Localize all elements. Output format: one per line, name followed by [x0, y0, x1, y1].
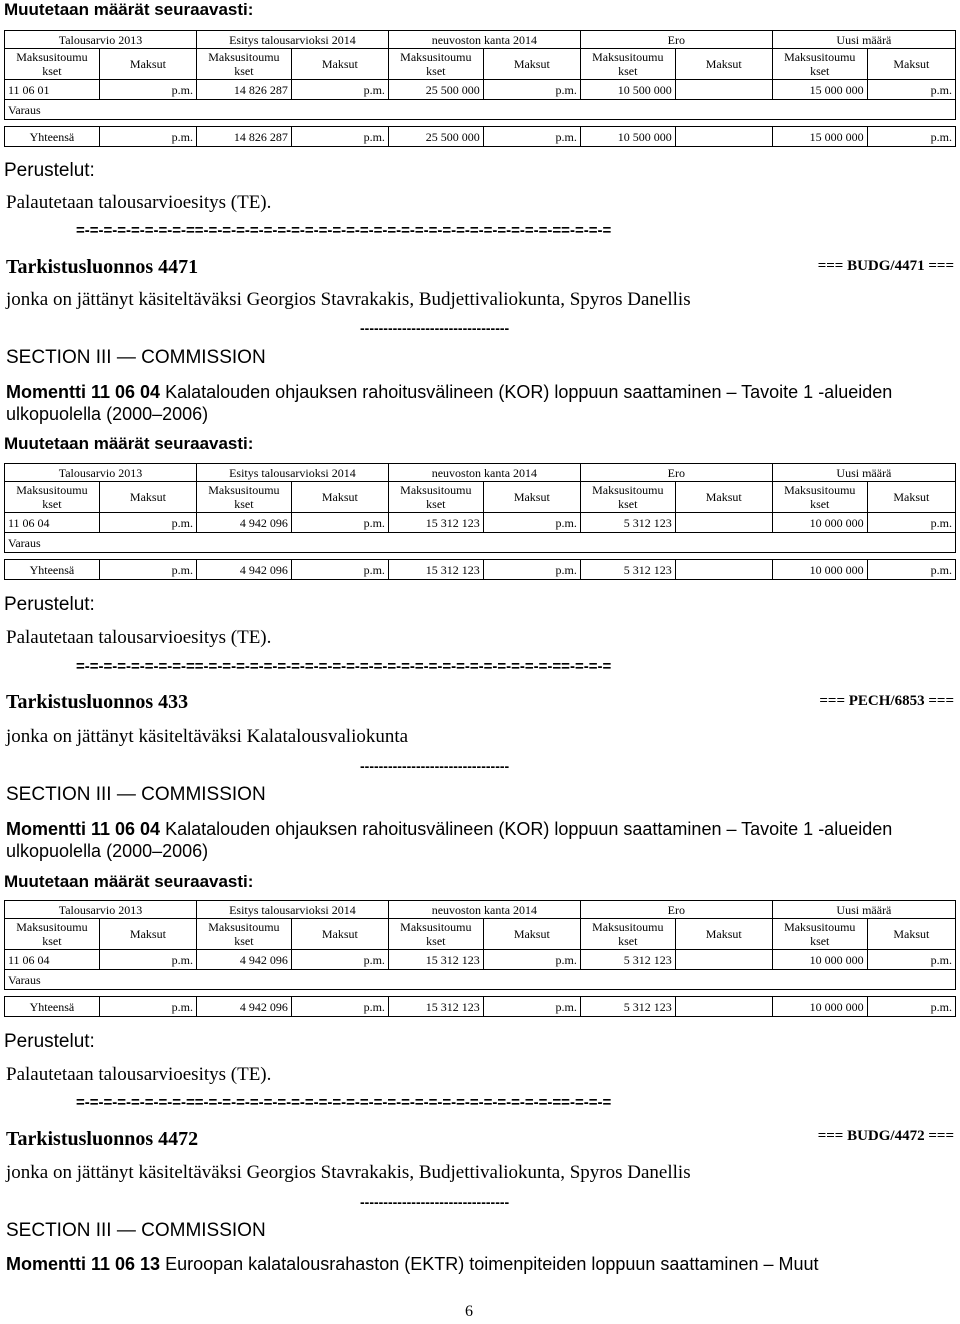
- group-header: neuvoston kanta 2014: [388, 901, 580, 919]
- group-header: Talousarvio 2013: [5, 464, 197, 482]
- cell-value: [675, 80, 772, 100]
- reserve-row: [5, 533, 956, 553]
- budget-table: [4, 30, 956, 147]
- cell-value: p.m.: [99, 80, 196, 100]
- cell-value: 15 312 123: [388, 513, 483, 533]
- reserve-row: [5, 970, 956, 990]
- commitments-header: Maksusitoumu kset: [5, 482, 100, 513]
- total-value: 10 500 000: [580, 127, 675, 147]
- group-header: Talousarvio 2013: [5, 31, 197, 49]
- total-value: 25 500 000: [388, 127, 483, 147]
- total-value: 10 000 000: [772, 997, 867, 1017]
- separator: =-=-=-=-=-=-=-=-==-=-=-=-=-=-=-=-=-=-=-=-=-=-=-=-=-=-=-=-=-=-=-=-=-=-==-=-=-=: [76, 1094, 612, 1111]
- total-value: [675, 127, 772, 147]
- payments-header: Maksut: [867, 482, 955, 513]
- item-text: Euroopan kalatalousrahaston (EKTR) toimenpiteiden loppuun saattaminen – Muut: [165, 1254, 819, 1274]
- section-heading: SECTION III — COMMISSION: [6, 1220, 266, 1241]
- commitments-header: Maksusitoumu kset: [196, 49, 291, 80]
- group-header: Ero: [580, 31, 772, 49]
- perustelut-text: Palautetaan talousarvioesitys (TE).: [6, 1064, 272, 1085]
- amendment-title: Tarkistusluonnos 4472: [6, 1128, 199, 1150]
- spacer-row: [5, 990, 956, 997]
- dash-line: --------------------------------: [360, 320, 510, 336]
- item-text: Kalatalouden ohjauksen rahoitusvälineen (KOR) loppuun saattaminen – Tavoite 1 -alueiden ulkopuolella (2000–2006): [6, 382, 893, 424]
- payments-header: Maksut: [675, 919, 772, 950]
- payments-header: Maksut: [291, 49, 388, 80]
- total-value: 4 942 096: [196, 997, 291, 1017]
- total-value: p.m.: [483, 127, 580, 147]
- reserve-label: Varaus: [5, 533, 956, 553]
- cell-value: 15 000 000: [772, 80, 867, 100]
- item-code: Momentti 11 06 04: [6, 382, 161, 402]
- total-value: 5 312 123: [580, 997, 675, 1017]
- commitments-header: Maksusitoumu kset: [388, 49, 483, 80]
- item-code: Momentti 11 06 13: [6, 1254, 161, 1274]
- budget-line-code: 11 06 04: [5, 950, 100, 970]
- group-header: Esitys talousarvioksi 2014: [196, 31, 388, 49]
- total-value: p.m.: [867, 127, 955, 147]
- cell-value: 10 000 000: [772, 950, 867, 970]
- commitments-header: Maksusitoumu kset: [772, 482, 867, 513]
- cell-value: 5 312 123: [580, 513, 675, 533]
- header-row-groups: [5, 464, 956, 482]
- reserve-label: Varaus: [5, 100, 956, 120]
- commitments-header: Maksusitoumu kset: [772, 49, 867, 80]
- section-heading: SECTION III — COMMISSION: [6, 347, 266, 368]
- amendment-title: Tarkistusluonnos 433: [6, 691, 189, 713]
- header-row-columns: [5, 919, 956, 950]
- perustelut-label: Perustelut:: [4, 160, 95, 181]
- group-header: Esitys talousarvioksi 2014: [196, 901, 388, 919]
- cell-value: p.m.: [291, 513, 388, 533]
- total-value: 15 312 123: [388, 560, 483, 580]
- total-label: Yhteensä: [5, 560, 100, 580]
- total-value: 15 000 000: [772, 127, 867, 147]
- header-row-groups: [5, 901, 956, 919]
- total-value: p.m.: [291, 560, 388, 580]
- cell-value: 15 312 123: [388, 950, 483, 970]
- total-label: Yhteensä: [5, 127, 100, 147]
- cell-value: 5 312 123: [580, 950, 675, 970]
- commitments-header: Maksusitoumu kset: [580, 49, 675, 80]
- amendment-tag: === PECH/6853 ===: [819, 693, 954, 709]
- cell-value: p.m.: [867, 513, 955, 533]
- spacer-row: [5, 120, 956, 127]
- payments-header: Maksut: [483, 482, 580, 513]
- cell-value: p.m.: [867, 80, 955, 100]
- total-value: p.m.: [867, 997, 955, 1017]
- group-header: Uusi määrä: [772, 31, 955, 49]
- cell-value: 14 826 287: [196, 80, 291, 100]
- reserve-row: [5, 100, 956, 120]
- cell-value: p.m.: [291, 950, 388, 970]
- cell-value: p.m.: [291, 80, 388, 100]
- tabled-by: jonka on jättänyt käsiteltäväksi Georgios Stavrakakis, Budjettivaliokunta, Spyros Danellis: [6, 1162, 691, 1183]
- amendment-title: Tarkistusluonnos 4471: [6, 256, 199, 278]
- payments-header: Maksut: [675, 49, 772, 80]
- commitments-header: Maksusitoumu kset: [5, 919, 100, 950]
- cell-value: 10 000 000: [772, 513, 867, 533]
- commitments-header: Maksusitoumu kset: [388, 919, 483, 950]
- cell-value: 4 942 096: [196, 950, 291, 970]
- payments-header: Maksut: [99, 49, 196, 80]
- payments-header: Maksut: [99, 482, 196, 513]
- total-value: p.m.: [291, 127, 388, 147]
- payments-header: Maksut: [483, 49, 580, 80]
- budget-table: [4, 900, 956, 1017]
- perustelut-text: Palautetaan talousarvioesitys (TE).: [6, 627, 272, 648]
- commitments-header: Maksusitoumu kset: [5, 49, 100, 80]
- page-number: 6: [465, 1303, 473, 1320]
- payments-header: Maksut: [867, 49, 955, 80]
- budget-line-code: 11 06 04: [5, 513, 100, 533]
- reserve-label: Varaus: [5, 970, 956, 990]
- group-header: Ero: [580, 464, 772, 482]
- total-value: 4 942 096: [196, 560, 291, 580]
- section-heading: SECTION III — COMMISSION: [6, 784, 266, 805]
- group-header: Talousarvio 2013: [5, 901, 197, 919]
- perustelut-label: Perustelut:: [4, 1031, 95, 1052]
- cell-value: p.m.: [483, 950, 580, 970]
- separator: =-=-=-=-=-=-=-=-==-=-=-=-=-=-=-=-=-=-=-=-=-=-=-=-=-=-=-=-=-=-=-=-=-=-==-=-=-=: [76, 222, 612, 239]
- cell-value: 4 942 096: [196, 513, 291, 533]
- budget-line-row: [5, 950, 956, 970]
- header-row-columns: [5, 49, 956, 80]
- commitments-header: Maksusitoumu kset: [388, 482, 483, 513]
- total-value: p.m.: [99, 997, 196, 1017]
- amounts-heading: Muutetaan määrät seuraavasti:: [4, 0, 254, 19]
- budget-line-code: 11 06 01: [5, 80, 100, 100]
- cell-value: 25 500 000: [388, 80, 483, 100]
- total-label: Yhteensä: [5, 997, 100, 1017]
- budget-line-row: [5, 513, 956, 533]
- item-code: Momentti 11 06 04: [6, 819, 161, 839]
- amendment-tag: === BUDG/4472 ===: [817, 1128, 954, 1144]
- commitments-header: Maksusitoumu kset: [772, 919, 867, 950]
- dash-line: --------------------------------: [360, 1194, 510, 1210]
- budget-item: [6, 818, 951, 862]
- budget-table: [4, 463, 956, 580]
- total-row: [5, 127, 956, 147]
- cell-value: p.m.: [99, 950, 196, 970]
- cell-value: [675, 513, 772, 533]
- commitments-header: Maksusitoumu kset: [580, 482, 675, 513]
- total-value: [675, 560, 772, 580]
- spacer-row: [5, 553, 956, 560]
- tabled-by: jonka on jättänyt käsiteltäväksi Kalatalousvaliokunta: [6, 726, 409, 747]
- group-header: Esitys talousarvioksi 2014: [196, 464, 388, 482]
- total-row: [5, 560, 956, 580]
- total-row: [5, 997, 956, 1017]
- total-value: p.m.: [99, 560, 196, 580]
- payments-header: Maksut: [291, 482, 388, 513]
- payments-header: Maksut: [483, 919, 580, 950]
- dash-line: --------------------------------: [360, 758, 510, 774]
- total-value: p.m.: [867, 560, 955, 580]
- total-value: p.m.: [99, 127, 196, 147]
- header-row-columns: [5, 482, 956, 513]
- total-value: p.m.: [483, 997, 580, 1017]
- commitments-header: Maksusitoumu kset: [196, 919, 291, 950]
- budget-item: [6, 381, 951, 425]
- header-row-groups: [5, 31, 956, 49]
- amounts-heading: Muutetaan määrät seuraavasti:: [4, 434, 254, 453]
- perustelut-text: Palautetaan talousarvioesitys (TE).: [6, 192, 272, 213]
- group-header: neuvoston kanta 2014: [388, 31, 580, 49]
- total-value: 5 312 123: [580, 560, 675, 580]
- payments-header: Maksut: [291, 919, 388, 950]
- budget-line-row: [5, 80, 956, 100]
- total-value: 10 000 000: [772, 560, 867, 580]
- cell-value: p.m.: [483, 80, 580, 100]
- payments-header: Maksut: [675, 482, 772, 513]
- amounts-heading: Muutetaan määrät seuraavasti:: [4, 872, 254, 891]
- cell-value: [675, 950, 772, 970]
- total-value: [675, 997, 772, 1017]
- item-text: Kalatalouden ohjauksen rahoitusvälineen (KOR) loppuun saattaminen – Tavoite 1 -alueiden ulkopuolella (2000–2006): [6, 819, 893, 861]
- payments-header: Maksut: [867, 919, 955, 950]
- payments-header: Maksut: [99, 919, 196, 950]
- total-value: 14 826 287: [196, 127, 291, 147]
- cell-value: p.m.: [483, 513, 580, 533]
- cell-value: p.m.: [99, 513, 196, 533]
- total-value: 15 312 123: [388, 997, 483, 1017]
- total-value: p.m.: [291, 997, 388, 1017]
- group-header: Ero: [580, 901, 772, 919]
- cell-value: 10 500 000: [580, 80, 675, 100]
- tabled-by: jonka on jättänyt käsiteltäväksi Georgios Stavrakakis, Budjettivaliokunta, Spyros Danellis: [6, 289, 691, 310]
- budget-item: [6, 1253, 951, 1275]
- group-header: Uusi määrä: [772, 464, 955, 482]
- separator: =-=-=-=-=-=-=-=-==-=-=-=-=-=-=-=-=-=-=-=-=-=-=-=-=-=-=-=-=-=-=-=-=-=-==-=-=-=: [76, 658, 612, 675]
- group-header: neuvoston kanta 2014: [388, 464, 580, 482]
- amendment-tag: === BUDG/4471 ===: [817, 258, 954, 274]
- total-value: p.m.: [483, 560, 580, 580]
- cell-value: p.m.: [867, 950, 955, 970]
- commitments-header: Maksusitoumu kset: [580, 919, 675, 950]
- commitments-header: Maksusitoumu kset: [196, 482, 291, 513]
- perustelut-label: Perustelut:: [4, 594, 95, 615]
- group-header: Uusi määrä: [772, 901, 955, 919]
